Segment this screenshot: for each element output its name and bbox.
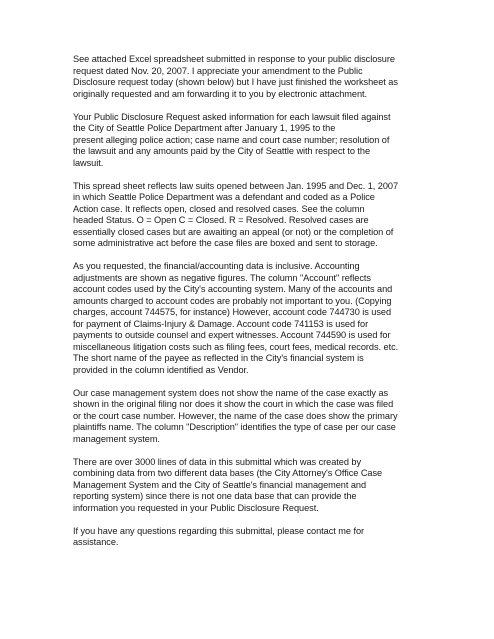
paragraph-request-summary: Your Public Disclosure Request asked information for each lawsuit filed against the City of Seattle Police Department after January 1, 1995 to the present alleging police action; case name and court case number; resolution of the lawsuit and any amounts paid by the City of Seattle with respect to the lawsuit. [73, 111, 391, 168]
paragraph-attachment-notice: See attached Excel spreadsheet submitted in response to your public disclosure request dated Nov. 20, 2007. I appreciate your amendment to the Public Disclosure request today (shown below) but I have just finished the worksheet as originally requested and am forwarding it to you by electronic attachment. [73, 54, 398, 99]
paragraph-case-management: Our case management system does not show the name of the case exactly as shown in the original filing nor does it show the court in which the case was filed or the court case number. However, the name of the case does show the primary plaintiffs name. The column "Description" identifies the type of case per our case management system. [73, 387, 398, 444]
document-page [73, 54, 423, 560]
paragraph-contact: If you have any questions regarding this submittal, please contact me for assistance. [73, 525, 365, 547]
paragraph-spreadsheet-scope: This spread sheet reflects law suits opened between Jan. 1995 and Dec. 1, 2007 in which Seattle Police Department was a defendant and coded as a Police Action case. It reflects open, closed and resolved cases. See the column headed Status. O = Open C = Closed. R = Resolved. Resolved cases are essentially closed cases but are awaiting an appeal (or not) or the completion of some administrative act before the case files are boxed and sent to storage. [73, 180, 399, 248]
paragraph-data-sources: There are over 3000 lines of data in this submittal which was created by combining data from two different data bases (the City Attorney's Office Case Management System and the City of Seattle's financial management and reporting system) since there is not one data base that can provide the information you requested in your Public Disclosure Request. [73, 456, 383, 513]
paragraph-accounting-data: As you requested, the financial/accounting data is inclusive. Accounting adjustments are shown as negative figures. The column "Account" reflects account codes used by the City's accounting system. Many of the accounts and amounts charged to account codes are probably not important to you. (Copying charges, account 744575, for instance) However, account code 744730 is used for payment of Claims-Injury & Damage. Account code 741153 is used for payments to outside counsel and expert witnesses. Account 744590 is used for miscellaneous litigation costs such as filing fees, court fees, medical records. etc. The short name of the payee as reflected in the City's financial system is provided in the column identified as Vendor. [73, 261, 399, 375]
